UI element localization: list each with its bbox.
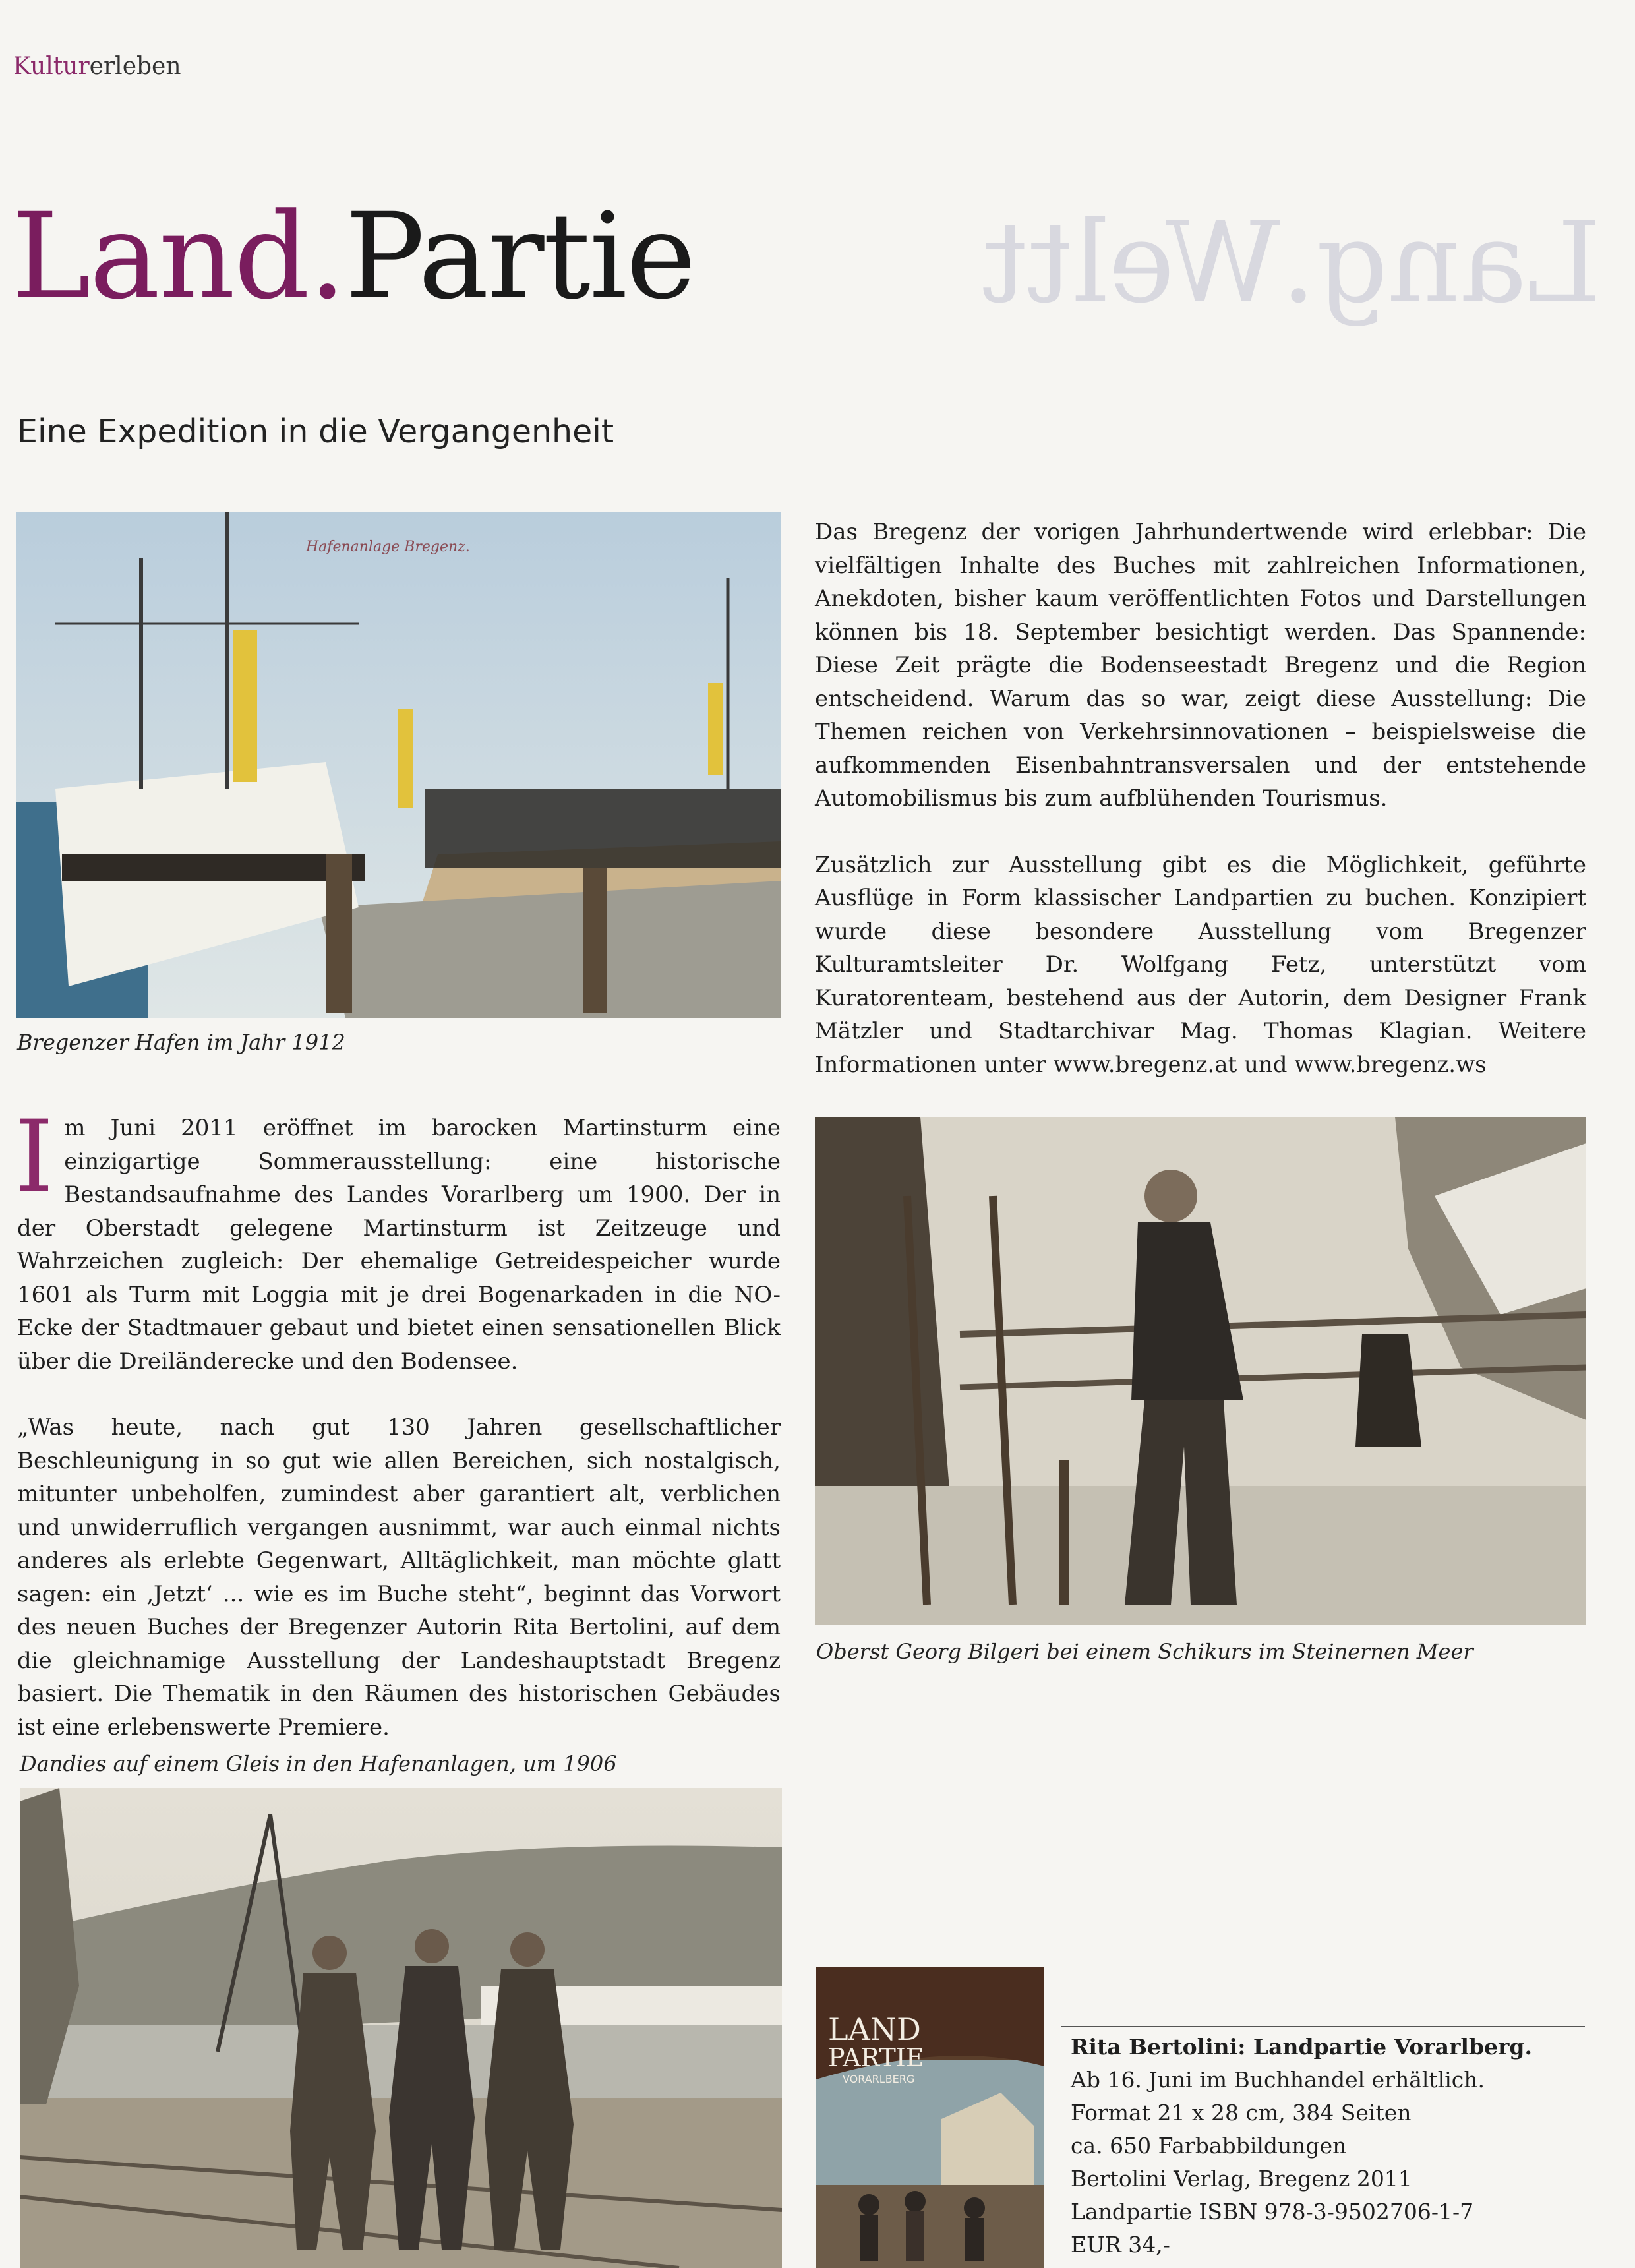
dandies-photo <box>20 1788 782 2268</box>
book-format: Format 21 x 28 cm, 384 Seiten <box>1071 2100 1412 2126</box>
book-availability: Ab 16. Juni im Buchhandel erhältlich. <box>1071 2067 1485 2093</box>
page-subtitle: Eine Expedition in die Vergangenheit <box>17 413 614 450</box>
book-isbn: Landpartie ISBN 978-3-9502706-1-7 <box>1071 2199 1474 2224</box>
ski-photo <box>815 1117 1586 1625</box>
dropcap: I <box>15 1100 54 1214</box>
intro-paragraph-2: „Was heute, nach gut 130 Jahren gesellschaftlicher Beschleunigung in so gut wie allen Bereichen, sich nostalgisch, mitunter unbeholfen, zumindest aber garantiert alt, verblichen und unwiderruflich vergangen ausnimmt, war auch einmal nichts anderes als erlebte Gegenwart, Alltäglichkeit, man möchte glatt sagen: ein ‚Jetzt‘ ... wie es im Buche steht“, beginnt das Vorwort des neuen Buches der Bregenzer Autorin Rita Bertolini, auf dem die gleichnamige Ausstellung der Landeshauptstadt Bregenz basiert. Die Thematik in den Räumen des historischen Gebäudes ist eine erlebenswerte Premiere. <box>17 1414 781 1741</box>
intro-text-column <box>15 1100 781 1744</box>
book-cover <box>816 1967 1044 2268</box>
book-info <box>1071 2031 1532 2261</box>
title-dot: . <box>309 188 345 326</box>
harbor-sign-text: Hafenanlage Bregenz. <box>306 539 470 555</box>
right-text-column <box>815 516 1586 1081</box>
book-illustrations: ca. 650 Farbabbildungen <box>1071 2133 1347 2159</box>
book-cover-title-2: PARTIE <box>828 2043 924 2072</box>
intro-paragraph-1-text: m Juni 2011 eröffnet im barocken Martinsturm eine einzigartige Sommerausstellung: eine historische Bestandsaufnahme des Landes Vorarlberg um 1900. Der in der Oberstadt gelegene Martinsturm ist Zeitzeuge und Wahrzeichen zugleich: Der ehemalige Getreidespeicher wurde 1601 als Turm mit Loggia mit je drei Bogenarkaden in die NO-Ecke der Stadtmauer gebaut und bietet einen sensationellen Blick über die Dreiländerecke und den Bodensee. <box>17 1115 781 1375</box>
bleed-through-decoration: Lang.Weltt <box>982 198 1602 328</box>
right-paragraph-2: Zusätzlich zur Ausstellung gibt es die Möglichkeit, geführte Ausflüge in Form klassischer Landpartien zu buchen. Konzipiert wurde diese besondere Ausstellung vom Bregenzer Kulturamtsleiter Dr. Wolfgang Fetz, unterstützt vom Kuratorenteam, bestehend aus der Autorin, dem Designer Frank Mätzler und Stadtarchivar Mag. Thomas Klagian. Weitere Informationen unter www.bregenz.at und www.bregenz.ws <box>815 851 1586 1078</box>
section-tag <box>13 53 181 80</box>
intro-paragraph-1 <box>15 1100 781 1378</box>
book-price: EUR 34,- <box>1071 2232 1170 2257</box>
book-cover-title-1: LAND <box>828 2012 921 2047</box>
page-title <box>12 188 696 326</box>
section-tag-accent: Kultur <box>13 53 90 80</box>
dandies-photo-caption: Dandies auf einem Gleis in den Hafenanlagen, um 1906 <box>20 1751 617 1776</box>
book-title: Rita Bertolini: Landpartie Vorarlberg. <box>1071 2034 1532 2060</box>
right-paragraph-1: Das Bregenz der vorigen Jahrhundertwende wird erlebbar: Die vielfältigen Inhalte des Buches mit zahlreichen Informationen, Anekdoten, bisher kaum veröffentlichten Fotos und Darstellungen können bis 18. September besichtigt werden. Das Spannende: Diese Zeit prägte die Bodenseestadt Bregenz und die Region entscheidend. Warum das so war, zeigt diese Ausstellung: Die Themen reichen von Verkehrsinnovationen – beispielsweise die aufkommenden Eisenbahntransversalen und der entstehende Automobilismus bis zum aufblühenden Tourismus. <box>815 519 1586 812</box>
harbor-photo <box>16 512 781 1018</box>
title-part-land: Land <box>12 188 309 326</box>
book-cover-subtitle: VORARLBERG <box>843 2073 915 2085</box>
title-part-partie: Partie <box>345 188 696 326</box>
ski-photo-caption: Oberst Georg Bilgeri bei einem Schikurs im Steinernen Meer <box>816 1639 1473 1664</box>
book-info-rule <box>1061 2026 1585 2027</box>
harbor-photo-caption: Bregenzer Hafen im Jahr 1912 <box>17 1030 345 1055</box>
book-publisher: Bertolini Verlag, Bregenz 2011 <box>1071 2166 1412 2192</box>
section-tag-rest: erleben <box>89 53 181 80</box>
